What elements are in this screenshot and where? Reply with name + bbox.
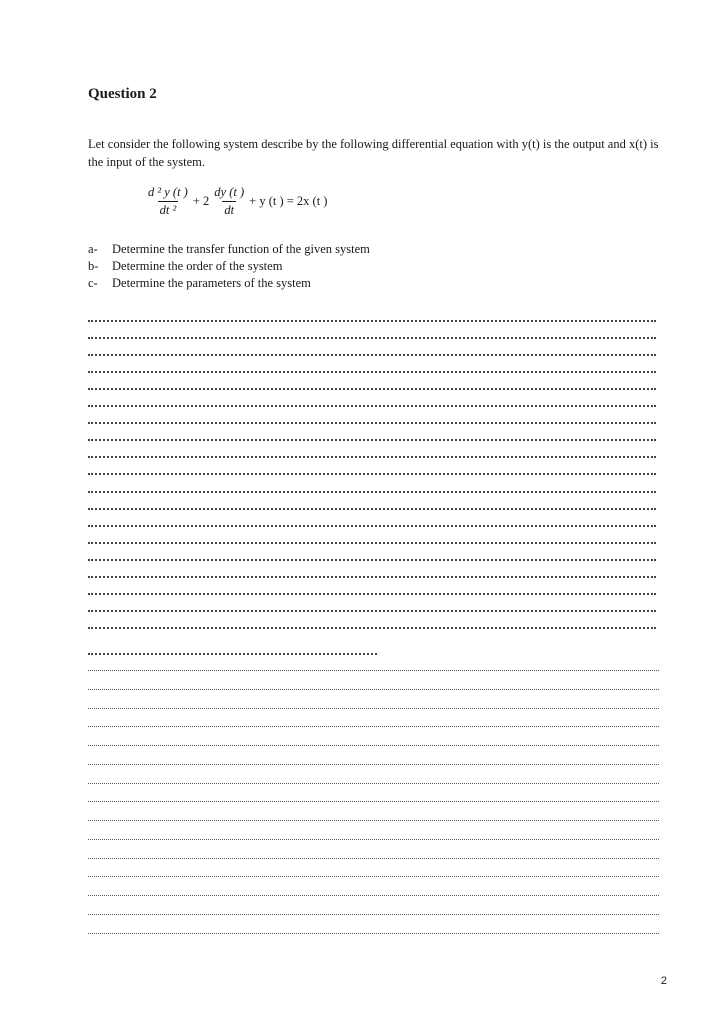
answer-line [88, 914, 659, 915]
answer-line [88, 371, 656, 373]
answer-line [88, 764, 659, 765]
plus-two-operator: + 2 [192, 194, 210, 208]
answer-line [88, 689, 659, 690]
task-marker: a- [88, 242, 98, 256]
answer-line [88, 933, 659, 934]
first-derivative-numerator: dy (t ) [214, 185, 245, 199]
answer-line [88, 801, 659, 802]
task-text: Determine the parameters of the system [112, 276, 311, 290]
answer-line [88, 405, 656, 407]
answer-line [88, 610, 656, 612]
answer-line [88, 388, 656, 390]
answer-line [88, 745, 659, 746]
answer-line [88, 839, 659, 840]
answer-line [88, 422, 656, 424]
answer-line [88, 876, 659, 877]
task-item [88, 241, 370, 258]
answer-line [88, 508, 656, 510]
first-derivative-denominator: dt [224, 203, 235, 217]
question-title: Question 2 [88, 86, 157, 102]
answer-line [88, 559, 656, 561]
answer-line [88, 593, 656, 595]
page-number: 2 [660, 975, 667, 987]
task-marker: c- [88, 276, 98, 290]
question-intro: Let consider the following system describe by the following differential equation with y(t) is the output and x(t) is the input of the system. [88, 137, 659, 169]
answer-line [88, 858, 659, 859]
answer-line [88, 491, 656, 493]
differential-equation [146, 185, 330, 218]
answer-line [88, 354, 656, 356]
answer-line [88, 576, 656, 578]
answer-line [88, 627, 656, 629]
answer-line [88, 670, 659, 671]
task-item [88, 258, 370, 275]
answer-line [88, 726, 659, 727]
answer-line [88, 320, 656, 322]
answer-line [88, 456, 656, 458]
task-text: Determine the transfer function of the given system [112, 242, 370, 256]
answer-line [88, 820, 659, 821]
answer-line [88, 337, 656, 339]
answer-line [88, 542, 656, 544]
second-derivative-numerator: d ² y (t ) [148, 185, 188, 199]
second-derivative-denominator: dt ² [159, 203, 177, 217]
second-derivative-fraction [146, 185, 190, 218]
answer-line [88, 525, 656, 527]
answer-line [88, 473, 656, 475]
first-derivative-fraction [212, 185, 246, 218]
task-marker: b- [88, 259, 99, 273]
task-text: Determine the order of the system [112, 259, 283, 273]
answer-line [88, 895, 659, 896]
answer-line-short [88, 653, 377, 655]
answer-line [88, 708, 659, 709]
task-item [88, 275, 370, 292]
task-list [88, 241, 370, 292]
equation-remainder: + y (t ) = 2x (t ) [249, 194, 328, 208]
answer-line [88, 439, 656, 441]
answer-line [88, 783, 659, 784]
